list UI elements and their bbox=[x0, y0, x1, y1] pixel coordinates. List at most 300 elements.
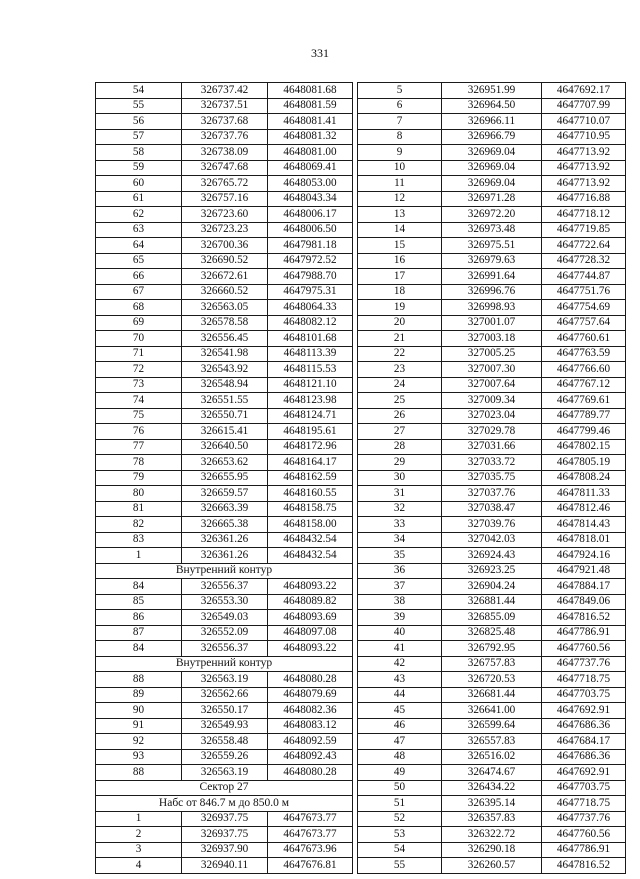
coordinate-y: 4647769.61 bbox=[542, 393, 626, 409]
point-number: 93 bbox=[96, 749, 182, 765]
table-row bbox=[96, 765, 353, 781]
coordinate-y: 4648082.36 bbox=[268, 703, 353, 719]
coordinate-y: 4647673.77 bbox=[268, 827, 353, 843]
point-number: 30 bbox=[358, 470, 442, 486]
section-heading-row bbox=[96, 796, 353, 812]
coordinate-x: 326641.00 bbox=[442, 703, 542, 719]
coordinate-x: 326551.55 bbox=[182, 393, 268, 409]
coordinate-x: 326979.63 bbox=[442, 253, 542, 269]
coordinate-y: 4648432.54 bbox=[268, 532, 353, 548]
point-number: 57 bbox=[96, 129, 182, 145]
coordinate-y: 4648053.00 bbox=[268, 176, 353, 192]
coordinate-y: 4647814.43 bbox=[542, 517, 626, 533]
table-row bbox=[358, 98, 626, 114]
coordinate-y: 4647981.18 bbox=[268, 238, 353, 254]
coordinate-x: 326991.64 bbox=[442, 269, 542, 285]
point-number: 90 bbox=[96, 703, 182, 719]
coordinate-x: 327031.66 bbox=[442, 439, 542, 455]
point-number: 25 bbox=[358, 393, 442, 409]
table-row bbox=[96, 532, 353, 548]
coordinate-y: 4647757.64 bbox=[542, 315, 626, 331]
table-row bbox=[96, 300, 353, 316]
coordinate-y: 4647692.17 bbox=[542, 83, 626, 99]
table-row bbox=[358, 486, 626, 502]
table-row bbox=[358, 331, 626, 347]
table-row bbox=[358, 641, 626, 657]
section-heading: Внутренний контур bbox=[96, 563, 353, 579]
table-row bbox=[96, 362, 353, 378]
coordinate-y: 4648158.00 bbox=[268, 517, 353, 533]
point-number: 26 bbox=[358, 408, 442, 424]
coordinate-x: 327023.04 bbox=[442, 408, 542, 424]
coordinate-x: 326690.52 bbox=[182, 253, 268, 269]
coordinate-x: 326923.25 bbox=[442, 563, 542, 579]
point-number: 13 bbox=[358, 207, 442, 223]
coordinate-x: 326395.14 bbox=[442, 796, 542, 812]
coordinate-y: 4647676.81 bbox=[268, 858, 353, 874]
coordinate-y: 4648081.68 bbox=[268, 83, 353, 99]
coordinate-x: 326757.83 bbox=[442, 656, 542, 672]
coordinate-x: 326361.26 bbox=[182, 548, 268, 564]
coordinate-y: 4647737.76 bbox=[542, 656, 626, 672]
coordinate-x: 326757.16 bbox=[182, 191, 268, 207]
table-row bbox=[358, 625, 626, 641]
coordinate-y: 4648121.10 bbox=[268, 377, 353, 393]
coordinate-x: 326548.94 bbox=[182, 377, 268, 393]
point-number: 4 bbox=[96, 858, 182, 874]
coordinate-x: 326563.19 bbox=[182, 765, 268, 781]
point-number: 55 bbox=[358, 858, 442, 874]
coordinate-y: 4647716.88 bbox=[542, 191, 626, 207]
table-row bbox=[96, 424, 353, 440]
coordinate-x: 326655.95 bbox=[182, 470, 268, 486]
table-row bbox=[96, 145, 353, 161]
point-number: 28 bbox=[358, 439, 442, 455]
coordinate-x: 326737.51 bbox=[182, 98, 268, 114]
point-number: 73 bbox=[96, 377, 182, 393]
coordinate-x: 326723.23 bbox=[182, 222, 268, 238]
table-row bbox=[96, 687, 353, 703]
coordinate-x: 326924.43 bbox=[442, 548, 542, 564]
point-number: 92 bbox=[96, 734, 182, 750]
coordinate-x: 326747.68 bbox=[182, 160, 268, 176]
coordinate-y: 4647673.96 bbox=[268, 842, 353, 858]
table-row bbox=[96, 114, 353, 130]
coordinate-y: 4648080.28 bbox=[268, 672, 353, 688]
point-number: 12 bbox=[358, 191, 442, 207]
point-number: 23 bbox=[358, 362, 442, 378]
table-row bbox=[96, 486, 353, 502]
coordinate-x: 326659.57 bbox=[182, 486, 268, 502]
coordinate-y: 4647988.70 bbox=[268, 269, 353, 285]
coordinate-y: 4648115.53 bbox=[268, 362, 353, 378]
table-row bbox=[358, 253, 626, 269]
coordinate-x: 326964.50 bbox=[442, 98, 542, 114]
table-row bbox=[96, 222, 353, 238]
coordinate-x: 326541.98 bbox=[182, 346, 268, 362]
point-number: 43 bbox=[358, 672, 442, 688]
point-number: 41 bbox=[358, 641, 442, 657]
coordinate-y: 4648172.96 bbox=[268, 439, 353, 455]
table-row bbox=[358, 687, 626, 703]
coordinate-x: 327003.18 bbox=[442, 331, 542, 347]
point-number: 63 bbox=[96, 222, 182, 238]
coordinate-y: 4647789.77 bbox=[542, 408, 626, 424]
table-row bbox=[358, 501, 626, 517]
coordinate-x: 326720.53 bbox=[442, 672, 542, 688]
coordinate-y: 4648043.34 bbox=[268, 191, 353, 207]
table-row bbox=[96, 517, 353, 533]
coordinate-x: 326975.51 bbox=[442, 238, 542, 254]
table-row bbox=[358, 362, 626, 378]
coordinate-x: 327037.76 bbox=[442, 486, 542, 502]
coordinate-y: 4647808.24 bbox=[542, 470, 626, 486]
point-number: 32 bbox=[358, 501, 442, 517]
point-number: 59 bbox=[96, 160, 182, 176]
point-number: 82 bbox=[96, 517, 182, 533]
coordinate-x: 327007.64 bbox=[442, 377, 542, 393]
point-number: 21 bbox=[358, 331, 442, 347]
coordinate-x: 327005.25 bbox=[442, 346, 542, 362]
coordinate-y: 4647763.59 bbox=[542, 346, 626, 362]
coordinate-y: 4647673.77 bbox=[268, 811, 353, 827]
coordinate-x: 326434.22 bbox=[442, 780, 542, 796]
point-number: 74 bbox=[96, 393, 182, 409]
coordinate-x: 326640.50 bbox=[182, 439, 268, 455]
coordinate-y: 4647766.60 bbox=[542, 362, 626, 378]
table-row bbox=[96, 176, 353, 192]
point-number: 55 bbox=[96, 98, 182, 114]
page-number: 331 bbox=[311, 46, 329, 60]
coordinate-y: 4648080.28 bbox=[268, 765, 353, 781]
coordinate-x: 326672.61 bbox=[182, 269, 268, 285]
table-row bbox=[358, 269, 626, 285]
table-row bbox=[96, 672, 353, 688]
point-number: 88 bbox=[96, 765, 182, 781]
section-heading-row bbox=[96, 563, 353, 579]
table-row bbox=[358, 827, 626, 843]
table-row bbox=[358, 315, 626, 331]
point-number: 79 bbox=[96, 470, 182, 486]
coordinate-y: 4647713.92 bbox=[542, 160, 626, 176]
coordinate-y: 4647703.75 bbox=[542, 687, 626, 703]
point-number: 61 bbox=[96, 191, 182, 207]
table-row bbox=[96, 439, 353, 455]
coordinate-y: 4648092.43 bbox=[268, 749, 353, 765]
table-row bbox=[96, 393, 353, 409]
table-row bbox=[96, 811, 353, 827]
coordinate-y: 4648089.82 bbox=[268, 594, 353, 610]
coordinate-x: 326556.45 bbox=[182, 331, 268, 347]
point-number: 29 bbox=[358, 455, 442, 471]
table-row bbox=[358, 517, 626, 533]
point-number: 15 bbox=[358, 238, 442, 254]
point-number: 54 bbox=[358, 842, 442, 858]
coordinate-x: 326516.02 bbox=[442, 749, 542, 765]
coordinate-x: 326969.04 bbox=[442, 176, 542, 192]
coordinate-x: 327042.03 bbox=[442, 532, 542, 548]
table-row bbox=[358, 284, 626, 300]
table-row bbox=[96, 734, 353, 750]
point-number: 54 bbox=[96, 83, 182, 99]
point-number: 85 bbox=[96, 594, 182, 610]
table-row bbox=[96, 501, 353, 517]
coordinate-y: 4648081.59 bbox=[268, 98, 353, 114]
table-row bbox=[358, 83, 626, 99]
table-row bbox=[358, 579, 626, 595]
coordinate-x: 326562.66 bbox=[182, 687, 268, 703]
coordinate-y: 4647849.06 bbox=[542, 594, 626, 610]
section-heading: Набс от 846.7 м до 850.0 м bbox=[96, 796, 353, 812]
coordinate-x: 326940.11 bbox=[182, 858, 268, 874]
point-number: 70 bbox=[96, 331, 182, 347]
point-number: 10 bbox=[358, 160, 442, 176]
point-number: 50 bbox=[358, 780, 442, 796]
coordinate-x: 326474.67 bbox=[442, 765, 542, 781]
point-number: 51 bbox=[358, 796, 442, 812]
point-number: 47 bbox=[358, 734, 442, 750]
table-row bbox=[96, 579, 353, 595]
coordinate-y: 4648093.22 bbox=[268, 641, 353, 657]
table-row bbox=[96, 594, 353, 610]
coordinate-x: 326971.28 bbox=[442, 191, 542, 207]
table-row bbox=[96, 377, 353, 393]
coordinate-x: 326700.36 bbox=[182, 238, 268, 254]
table-row bbox=[96, 269, 353, 285]
coordinate-x: 326550.17 bbox=[182, 703, 268, 719]
point-number: 75 bbox=[96, 408, 182, 424]
point-number: 19 bbox=[358, 300, 442, 316]
coordinate-x: 327029.78 bbox=[442, 424, 542, 440]
coordinate-y: 4648006.50 bbox=[268, 222, 353, 238]
table-row bbox=[358, 749, 626, 765]
coordinate-y: 4647802.15 bbox=[542, 439, 626, 455]
table-row bbox=[96, 191, 353, 207]
coordinate-y: 4648081.41 bbox=[268, 114, 353, 130]
coordinate-y: 4648097.08 bbox=[268, 625, 353, 641]
point-number: 22 bbox=[358, 346, 442, 362]
coordinate-x: 326556.37 bbox=[182, 641, 268, 657]
coordinate-x: 326855.09 bbox=[442, 610, 542, 626]
coordinate-x: 326653.62 bbox=[182, 455, 268, 471]
table-row bbox=[358, 114, 626, 130]
coordinate-y: 4647686.36 bbox=[542, 718, 626, 734]
coordinate-y: 4648069.41 bbox=[268, 160, 353, 176]
point-number: 49 bbox=[358, 765, 442, 781]
coordinate-x: 326966.11 bbox=[442, 114, 542, 130]
coordinate-y: 4647767.12 bbox=[542, 377, 626, 393]
point-number: 40 bbox=[358, 625, 442, 641]
coordinate-y: 4648081.00 bbox=[268, 145, 353, 161]
coordinate-x: 326559.26 bbox=[182, 749, 268, 765]
point-number: 58 bbox=[96, 145, 182, 161]
coordinate-y: 4648064.33 bbox=[268, 300, 353, 316]
coordinate-y: 4648124.71 bbox=[268, 408, 353, 424]
coordinate-y: 4647760.56 bbox=[542, 827, 626, 843]
coordinate-y: 4647884.17 bbox=[542, 579, 626, 595]
coordinate-y: 4647812.46 bbox=[542, 501, 626, 517]
point-number: 18 bbox=[358, 284, 442, 300]
coordinate-y: 4647786.91 bbox=[542, 625, 626, 641]
coordinate-x: 326553.30 bbox=[182, 594, 268, 610]
point-number: 77 bbox=[96, 439, 182, 455]
coordinate-y: 4647760.56 bbox=[542, 641, 626, 657]
coordinate-y: 4648079.69 bbox=[268, 687, 353, 703]
point-number: 66 bbox=[96, 269, 182, 285]
point-number: 1 bbox=[96, 548, 182, 564]
coordinate-x: 326881.44 bbox=[442, 594, 542, 610]
point-number: 27 bbox=[358, 424, 442, 440]
point-number: 6 bbox=[358, 98, 442, 114]
table-row bbox=[96, 548, 353, 564]
point-number: 11 bbox=[358, 176, 442, 192]
coordinates-table-left bbox=[95, 82, 353, 874]
table-row bbox=[96, 718, 353, 734]
table-row bbox=[358, 455, 626, 471]
coordinate-y: 4648082.12 bbox=[268, 315, 353, 331]
coordinate-y: 4647686.36 bbox=[542, 749, 626, 765]
point-number: 52 bbox=[358, 811, 442, 827]
coordinate-x: 326663.39 bbox=[182, 501, 268, 517]
coordinate-y: 4648081.32 bbox=[268, 129, 353, 145]
point-number: 80 bbox=[96, 486, 182, 502]
point-number: 87 bbox=[96, 625, 182, 641]
section-heading: Внутренний контур bbox=[96, 656, 353, 672]
coordinate-x: 326937.90 bbox=[182, 842, 268, 858]
point-number: 35 bbox=[358, 548, 442, 564]
coordinate-y: 4647737.76 bbox=[542, 811, 626, 827]
coordinate-y: 4647707.99 bbox=[542, 98, 626, 114]
coordinate-x: 326549.93 bbox=[182, 718, 268, 734]
point-number: 68 bbox=[96, 300, 182, 316]
coordinate-x: 326792.95 bbox=[442, 641, 542, 657]
point-number: 3 bbox=[96, 842, 182, 858]
table-row bbox=[96, 238, 353, 254]
coordinate-y: 4648162.59 bbox=[268, 470, 353, 486]
table-row bbox=[96, 253, 353, 269]
table-row bbox=[358, 796, 626, 812]
table-row bbox=[96, 858, 353, 874]
coordinate-x: 326904.24 bbox=[442, 579, 542, 595]
coordinate-y: 4647751.76 bbox=[542, 284, 626, 300]
coordinate-y: 4648101.68 bbox=[268, 331, 353, 347]
coordinate-x: 326552.09 bbox=[182, 625, 268, 641]
coordinate-x: 326996.76 bbox=[442, 284, 542, 300]
point-number: 33 bbox=[358, 517, 442, 533]
coordinate-y: 4647713.92 bbox=[542, 176, 626, 192]
coordinate-x: 326972.20 bbox=[442, 207, 542, 223]
table-row bbox=[96, 284, 353, 300]
coordinate-x: 327035.75 bbox=[442, 470, 542, 486]
table-row bbox=[358, 858, 626, 874]
table-row bbox=[358, 439, 626, 455]
coordinate-y: 4647799.46 bbox=[542, 424, 626, 440]
point-number: 14 bbox=[358, 222, 442, 238]
table-row bbox=[358, 238, 626, 254]
coordinate-y: 4647816.52 bbox=[542, 858, 626, 874]
coordinate-y: 4648113.39 bbox=[268, 346, 353, 362]
table-row bbox=[358, 594, 626, 610]
point-number: 31 bbox=[358, 486, 442, 502]
coordinate-x: 326737.42 bbox=[182, 83, 268, 99]
coordinate-y: 4647710.07 bbox=[542, 114, 626, 130]
coordinate-x: 326738.09 bbox=[182, 145, 268, 161]
point-number: 38 bbox=[358, 594, 442, 610]
coordinate-y: 4647805.19 bbox=[542, 455, 626, 471]
coordinate-x: 326599.64 bbox=[442, 718, 542, 734]
coordinate-y: 4647975.31 bbox=[268, 284, 353, 300]
point-number: 89 bbox=[96, 687, 182, 703]
section-heading-row bbox=[96, 656, 353, 672]
point-number: 36 bbox=[358, 563, 442, 579]
table-row bbox=[96, 129, 353, 145]
point-number: 67 bbox=[96, 284, 182, 300]
coordinate-y: 4647760.61 bbox=[542, 331, 626, 347]
coordinate-y: 4648093.69 bbox=[268, 610, 353, 626]
table-row bbox=[358, 610, 626, 626]
coordinate-x: 326825.48 bbox=[442, 625, 542, 641]
table-row bbox=[96, 455, 353, 471]
table-row bbox=[358, 656, 626, 672]
section-heading-row bbox=[96, 780, 353, 796]
table-row bbox=[358, 672, 626, 688]
table-row bbox=[358, 470, 626, 486]
coordinate-y: 4647816.52 bbox=[542, 610, 626, 626]
coordinate-y: 4648092.59 bbox=[268, 734, 353, 750]
table-row bbox=[358, 176, 626, 192]
coordinate-y: 4647713.92 bbox=[542, 145, 626, 161]
coordinate-x: 326660.52 bbox=[182, 284, 268, 300]
point-number: 91 bbox=[96, 718, 182, 734]
coordinate-y: 4648006.17 bbox=[268, 207, 353, 223]
coordinate-x: 326723.60 bbox=[182, 207, 268, 223]
point-number: 1 bbox=[96, 811, 182, 827]
point-number: 65 bbox=[96, 253, 182, 269]
point-number: 60 bbox=[96, 176, 182, 192]
table-row bbox=[96, 207, 353, 223]
coordinate-x: 326765.72 bbox=[182, 176, 268, 192]
point-number: 81 bbox=[96, 501, 182, 517]
point-number: 24 bbox=[358, 377, 442, 393]
coordinate-y: 4647754.69 bbox=[542, 300, 626, 316]
coordinate-y: 4647728.32 bbox=[542, 253, 626, 269]
coordinate-y: 4648195.61 bbox=[268, 424, 353, 440]
coordinate-y: 4647710.95 bbox=[542, 129, 626, 145]
coordinate-x: 326937.75 bbox=[182, 811, 268, 827]
coordinate-x: 326322.72 bbox=[442, 827, 542, 843]
coordinate-y: 4648083.12 bbox=[268, 718, 353, 734]
coordinate-y: 4647718.75 bbox=[542, 672, 626, 688]
coordinate-y: 4647744.87 bbox=[542, 269, 626, 285]
coordinate-y: 4648123.98 bbox=[268, 393, 353, 409]
coordinate-x: 327007.30 bbox=[442, 362, 542, 378]
table-row bbox=[358, 811, 626, 827]
coordinate-x: 326737.68 bbox=[182, 114, 268, 130]
table-row bbox=[358, 780, 626, 796]
table-row bbox=[96, 842, 353, 858]
coordinate-y: 4647684.17 bbox=[542, 734, 626, 750]
coordinate-y: 4647703.75 bbox=[542, 780, 626, 796]
point-number: 86 bbox=[96, 610, 182, 626]
coordinate-y: 4647972.52 bbox=[268, 253, 353, 269]
table-row bbox=[96, 625, 353, 641]
point-number: 88 bbox=[96, 672, 182, 688]
coordinate-y: 4647718.75 bbox=[542, 796, 626, 812]
point-number: 17 bbox=[358, 269, 442, 285]
table-row bbox=[96, 331, 353, 347]
point-number: 76 bbox=[96, 424, 182, 440]
table-row bbox=[96, 641, 353, 657]
